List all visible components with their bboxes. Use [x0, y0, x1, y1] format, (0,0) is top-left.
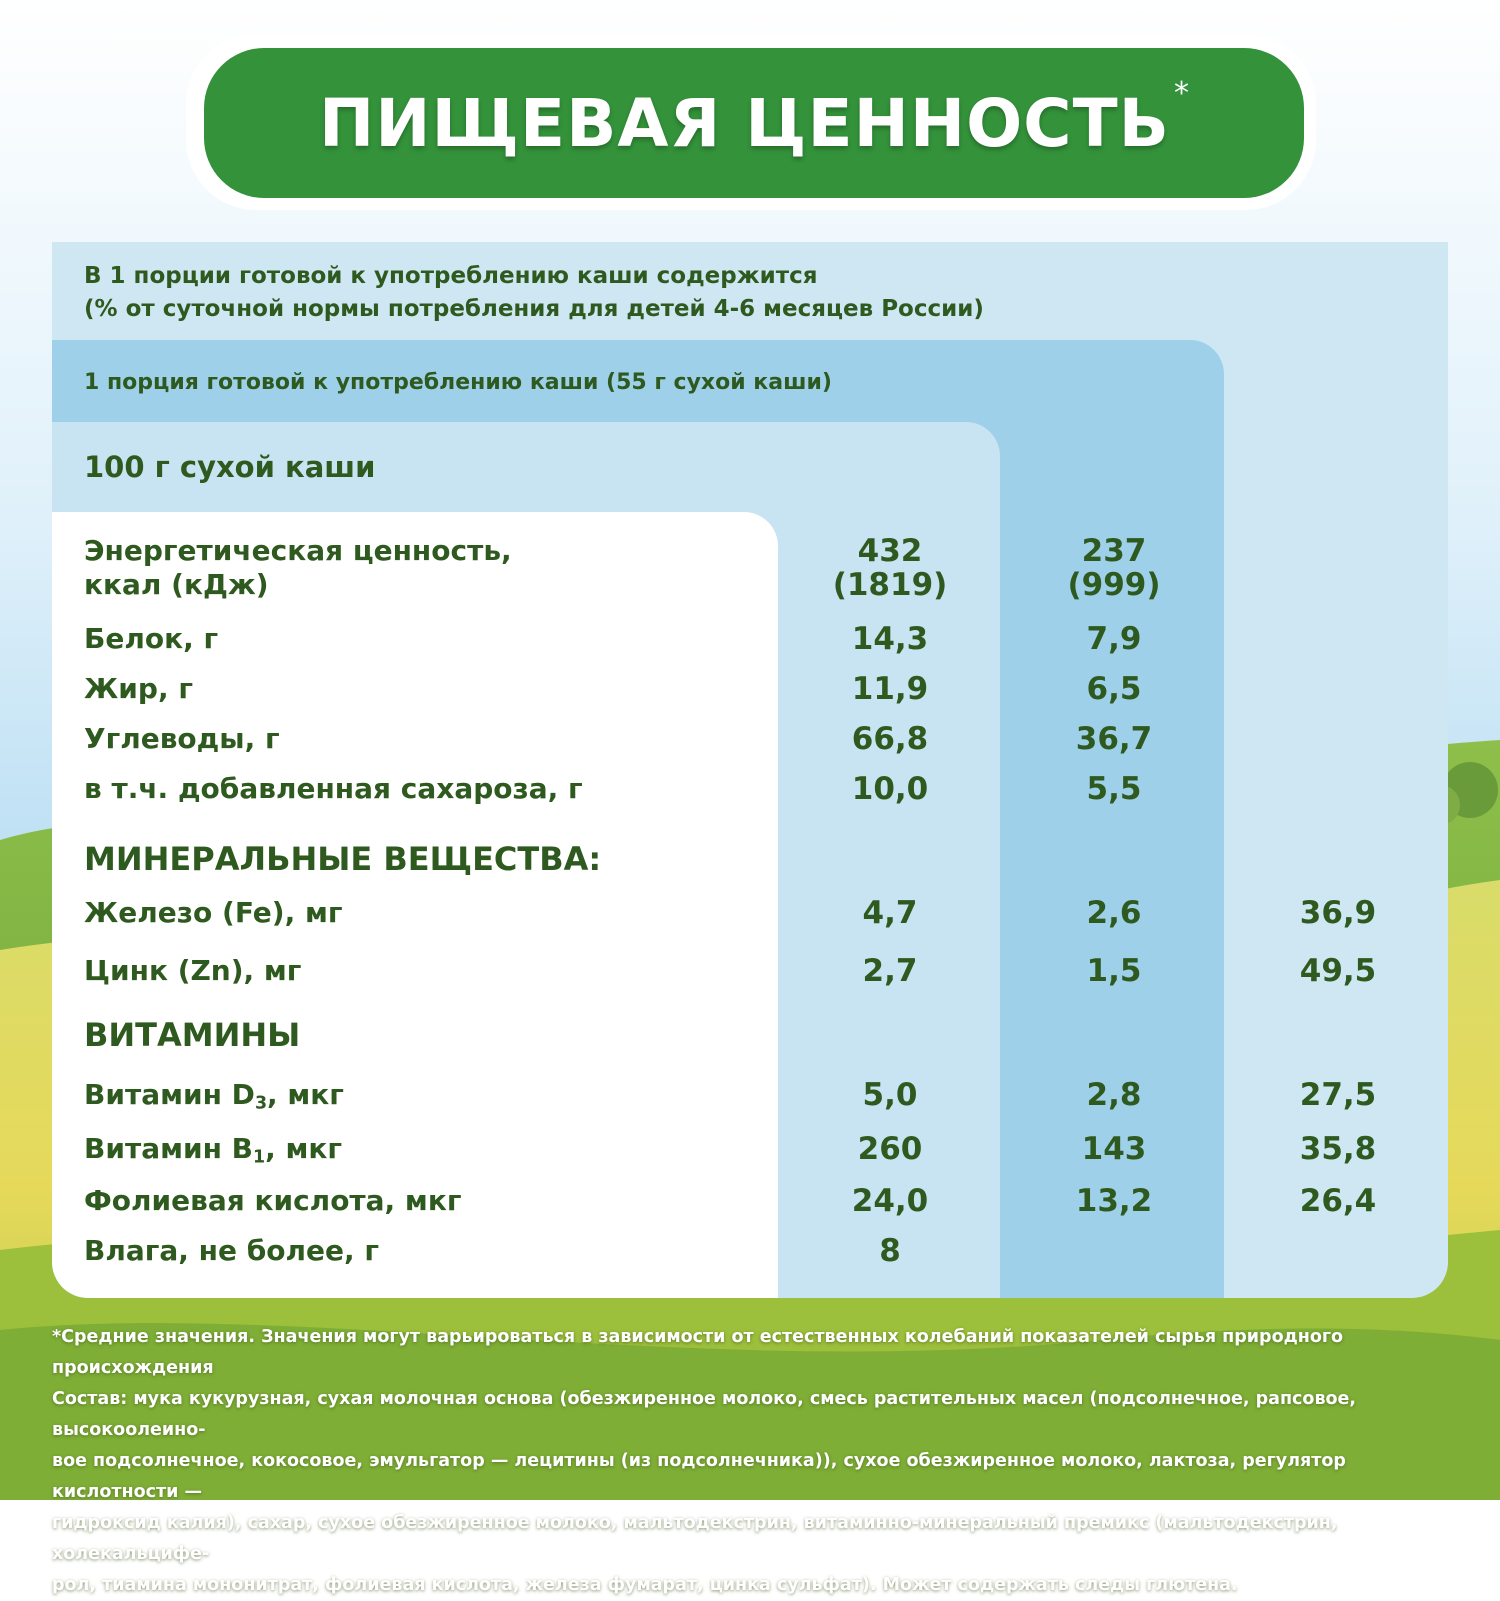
carbs-portion-value: 36,7 — [1075, 721, 1153, 757]
energy-kcal-portion: 237 — [1081, 533, 1147, 569]
intro-line-1: В 1 порции готовой к употреблению каши содержится — [84, 263, 818, 289]
row-folic-label: Фолиевая кислота, мкг — [84, 1184, 462, 1217]
folic-percent-value: 26,4 — [1299, 1183, 1377, 1219]
row-moisture-label: Влага, не более, г — [84, 1234, 380, 1267]
folic-portion-value: 13,2 — [1075, 1183, 1153, 1219]
zinc-percent-value: 49,5 — [1299, 953, 1377, 989]
portion-column-header: 1 порция готовой к употреблению каши (55 г сухой каши) — [84, 370, 832, 395]
footer-notes — [52, 1322, 1462, 1601]
intro-line-2: (% от суточной нормы потребления для детей 4-6 месяцев России) — [84, 296, 984, 322]
sucrose-dry-value: 10,0 — [851, 771, 929, 807]
protein-portion-value: 7,9 — [1086, 621, 1142, 657]
row-vitamin-d-label — [84, 1078, 344, 1120]
energy-label-line-1: Энергетическая ценность, — [84, 534, 512, 567]
moisture-dry-value: 8 — [879, 1233, 901, 1269]
row-carbs-label: Углеводы, г — [84, 722, 280, 755]
minerals-heading: МИНЕРАЛЬНЫЕ ВЕЩЕСТВА: — [84, 840, 602, 878]
composition-line-4: рол, тиамина мононитрат, фолиевая кислота, железа фумарат, цинка сульфат). Может содержать следы глютена. — [52, 1575, 1238, 1595]
vitamin-d-subscript: 3 — [254, 1093, 268, 1114]
sucrose-portion-value: 5,5 — [1086, 771, 1142, 807]
row-sucrose-label: в т.ч. добавленная сахароза, г — [84, 772, 583, 805]
footer-note: *Средние значения. Значения могут варьироваться в зависимости от естественных колебаний показателей сырья природного происхождения — [52, 1327, 1344, 1378]
zinc-dry-value: 2,7 — [862, 953, 918, 989]
energy-portion-value — [1014, 534, 1214, 602]
composition-line-2: вое подсолнечное, кокосовое, эмульгатор — лецитины (из подсолнечника)), сухое обезжиренное молоко, лактоза, регулятор кислотности — — [52, 1451, 1346, 1502]
row-fat-label: Жир, г — [84, 672, 193, 705]
vitamin-d-unit: , мкг — [267, 1078, 344, 1111]
vitamin-d-dry-value: 5,0 — [862, 1077, 918, 1113]
zinc-portion-value: 1,5 — [1086, 953, 1142, 989]
nutrition-table — [52, 242, 1448, 1298]
vitamin-b-label-text: Витамин B — [84, 1132, 254, 1165]
row-vitamin-b-label — [84, 1132, 342, 1174]
energy-kj-dry: (1819) — [832, 567, 948, 603]
vitamin-b-percent-value: 35,8 — [1299, 1131, 1377, 1167]
carbs-dry-value: 66,8 — [851, 721, 929, 757]
vitamin-b-unit: , мкг — [265, 1132, 343, 1165]
energy-kcal-dry: 432 — [857, 533, 923, 569]
intro-text — [84, 260, 1284, 326]
dry-column-header: 100 г сухой каши — [84, 450, 376, 484]
vitamin-b-portion-value: 143 — [1081, 1131, 1147, 1167]
vitamins-heading: ВИТАМИНЫ — [84, 1016, 301, 1054]
energy-kj-portion: (999) — [1067, 567, 1161, 603]
fat-dry-value: 11,9 — [851, 671, 929, 707]
iron-percent-value: 36,9 — [1299, 895, 1377, 931]
iron-dry-value: 4,7 — [862, 895, 918, 931]
vitamin-b-subscript: 1 — [253, 1147, 266, 1168]
title-asterisk: * — [1173, 75, 1189, 111]
energy-label-line-2: ккал (кДж) — [84, 568, 269, 601]
energy-dry-value — [790, 534, 990, 602]
fat-portion-value: 6,5 — [1086, 671, 1142, 707]
row-protein-label: Белок, г — [84, 622, 219, 655]
vitamin-d-percent-value: 27,5 — [1299, 1077, 1377, 1113]
page-title: ПИЩЕВАЯ ЦЕННОСТЬ — [319, 84, 1170, 162]
composition-line-1: Состав: мука кукурузная, сухая молочная основа (обезжиренное молоко, смесь растительных масел (подсолнечное, рапсовое, высокоолеино- — [52, 1389, 1357, 1440]
vitamin-d-portion-value: 2,8 — [1086, 1077, 1142, 1113]
title-banner — [204, 48, 1304, 198]
row-zinc-label: Цинк (Zn), мг — [84, 954, 302, 987]
composition-line-3: гидроксид калия), сахар, сухое обезжиренное молоко, мальтодекстрин, витаминно-минеральный премикс (мальтодекстрин, холекальцифе- — [52, 1513, 1338, 1564]
row-iron-label: Железо (Fe), мг — [84, 896, 343, 929]
vitamin-d-label-text: Витамин D — [84, 1078, 255, 1111]
row-energy-label — [84, 534, 512, 602]
protein-dry-value: 14,3 — [851, 621, 929, 657]
folic-dry-value: 24,0 — [851, 1183, 929, 1219]
vitamin-b-dry-value: 260 — [857, 1131, 923, 1167]
iron-portion-value: 2,6 — [1086, 895, 1142, 931]
